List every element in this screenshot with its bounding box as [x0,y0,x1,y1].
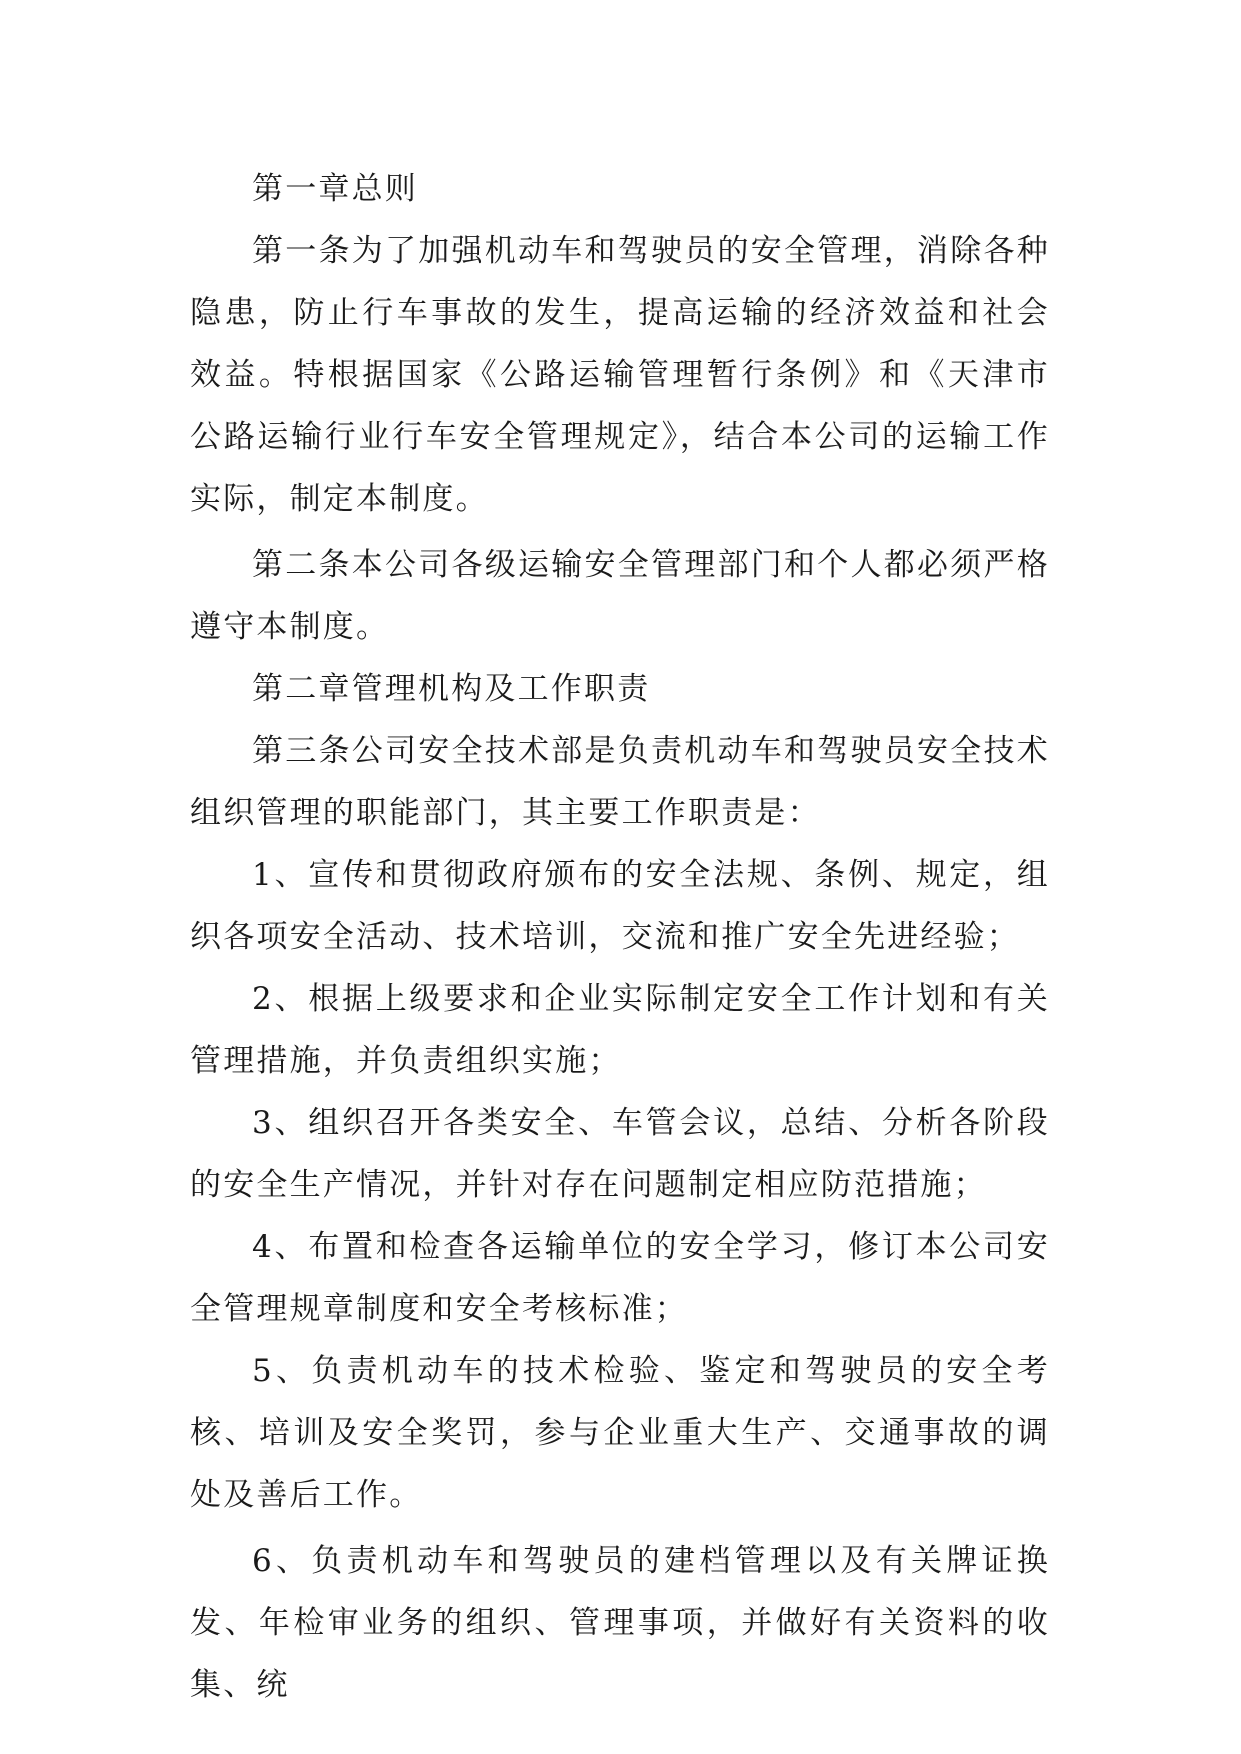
document-body [190,158,1050,1716]
duty-item-6: 6、负责机动车和驾驶员的建档管理以及有关牌证换发、年检审业务的组织、管理事项，并做好有关资料的收集、统 [190,1543,1050,1703]
article-3-paragraph: 第三条公司安全技术部是负责机动车和驾驶员安全技术组织管理的职能部门，其主要工作职责是： [190,733,1050,831]
duty-item-1: 1、宣传和贯彻政府颁布的安全法规、条例、规定，组织各项安全活动、技术培训，交流和推广安全先进经验； [190,857,1050,955]
article-2-paragraph: 第二条本公司各级运输安全管理部门和个人都必须严格遵守本制度。 [190,547,1050,645]
article-1-paragraph: 第一条为了加强机动车和驾驶员的安全管理，消除各种隐患，防止行车事故的发生，提高运输的经济效益和社会效益。特根据国家《公路运输管理暂行条例》和《天津市公路运输行业行车安全管理规定》，结合本公司的运输工作实际，制定本制度。 [190,233,1050,517]
chapter-2-heading: 第二章管理机构及工作职责 [252,671,651,707]
duty-item-4: 4、布置和检查各运输单位的安全学习，修订本公司安全管理规章制度和安全考核标准； [190,1229,1050,1327]
duty-item-3: 3、组织召开各类安全、车管会议，总结、分析各阶段的安全生产情况，并针对存在问题制定相应防范措施； [190,1105,1050,1203]
chapter-1-heading: 第一章总则 [252,171,418,207]
duty-item-5: 5、负责机动车的技术检验、鉴定和驾驶员的安全考核、培训及安全奖罚，参与企业重大生产、交通事故的调处及善后工作。 [190,1353,1050,1513]
duty-item-2: 2、根据上级要求和企业实际制定安全工作计划和有关管理措施，并负责组织实施； [190,981,1050,1079]
